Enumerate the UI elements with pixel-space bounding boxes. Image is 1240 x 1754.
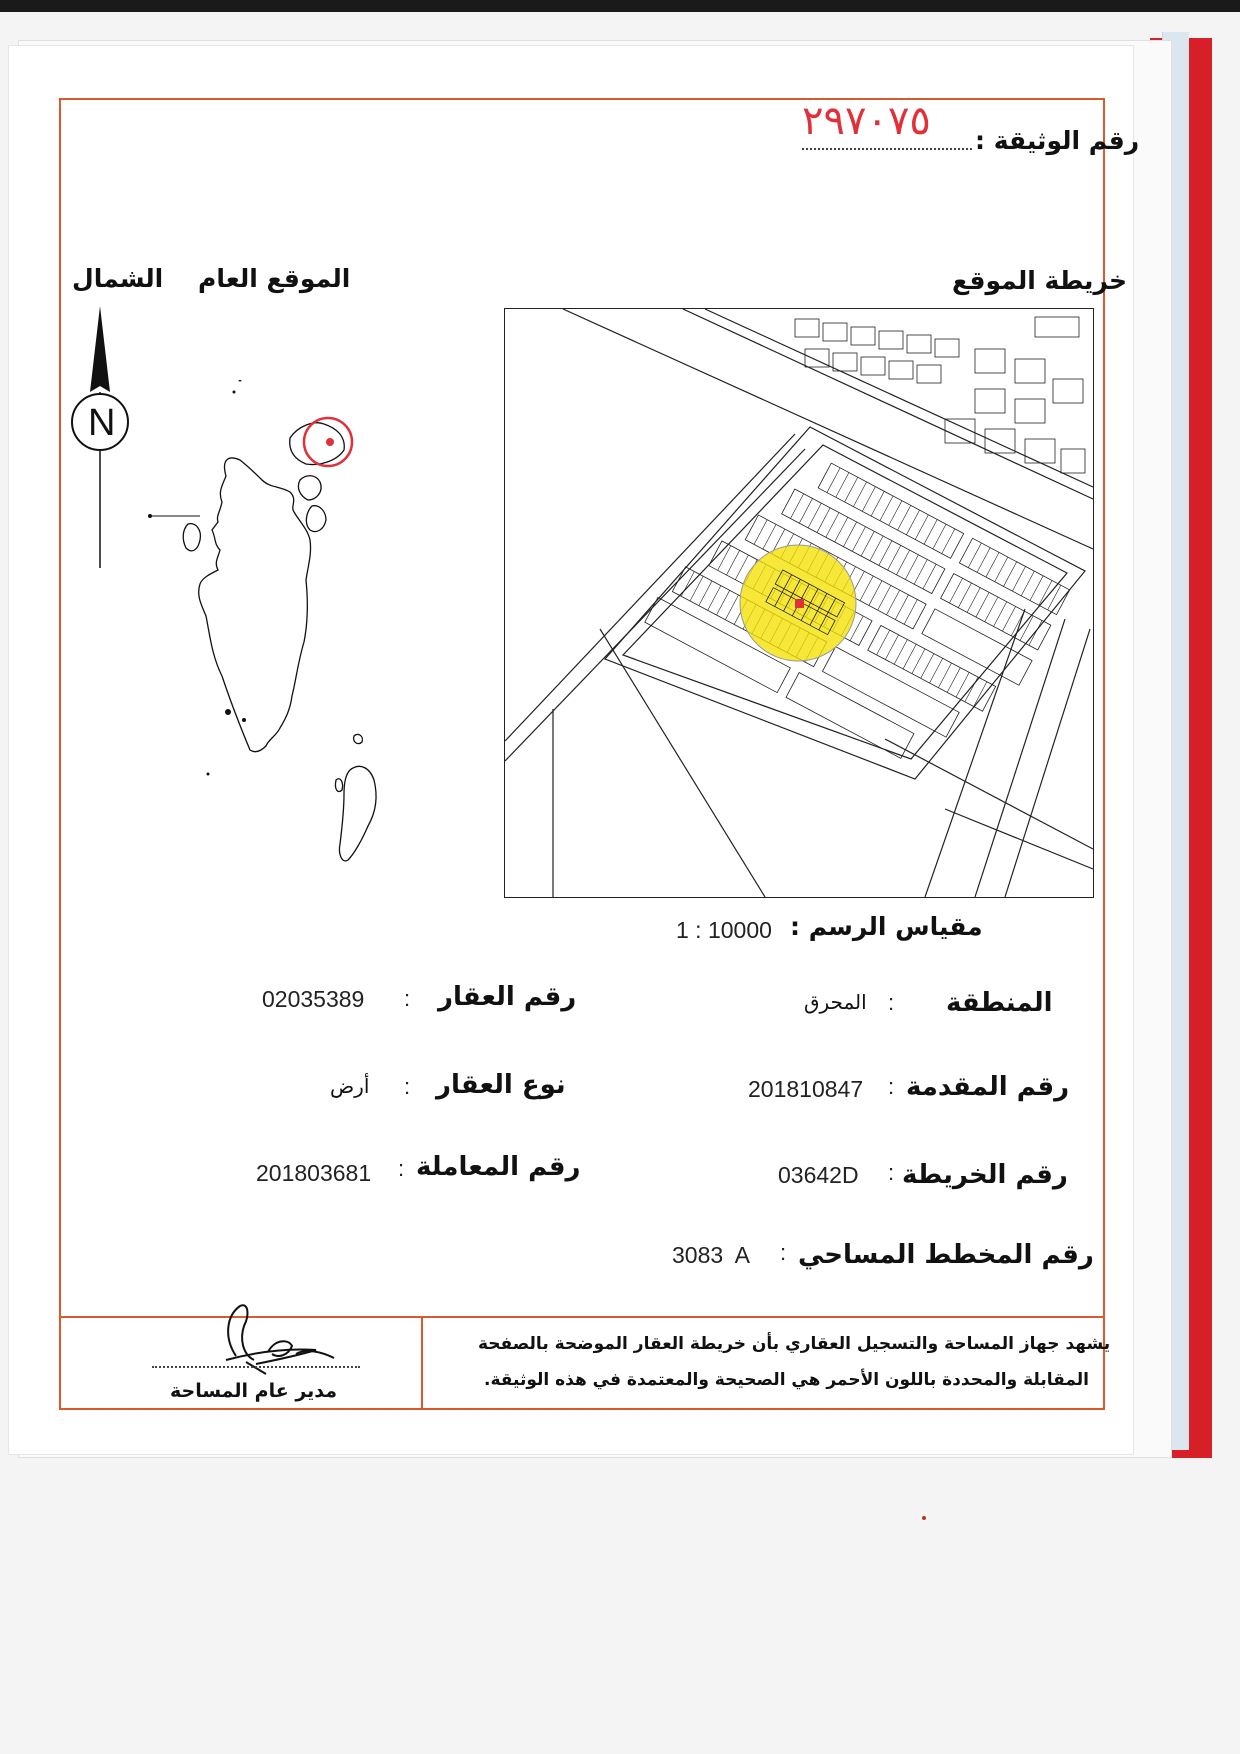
transaction-number-label: رقم المعاملة — [416, 1152, 581, 1182]
property-number-value: 02035389 — [262, 986, 365, 1012]
document-number-label: رقم الوثيقة : — [975, 126, 1140, 155]
map-number-separator: : — [888, 1160, 895, 1185]
application-number-label: رقم المقدمة — [906, 1072, 1070, 1102]
general-location-title: الموقع العام — [198, 264, 351, 293]
region-value: المحرق — [804, 990, 867, 1014]
region-label: المنطقة — [946, 988, 1053, 1018]
site-map-drawing — [505, 309, 1093, 897]
scan-speck — [922, 1516, 926, 1520]
certification-line-1: يشهد جهاز المساحة والتسجيل العقاري بأن خريطة العقار الموضحة بالصفحة — [478, 1334, 1111, 1354]
survey-plan-value: 3083 A — [672, 1242, 751, 1268]
north-label: الشمال — [72, 264, 164, 293]
transaction-number-value: 201803681 — [256, 1160, 372, 1186]
survey-plan-label: رقم المخطط المساحي — [798, 1240, 1094, 1270]
north-letter: N — [88, 402, 116, 444]
property-type-label: نوع العقار — [436, 1070, 566, 1100]
property-type-value: أرض — [330, 1074, 370, 1098]
document-number-dots — [802, 148, 972, 150]
bahrain-outline-map — [140, 380, 440, 900]
scale-label: مقياس الرسم : — [790, 912, 983, 941]
property-number-separator: : — [404, 986, 411, 1011]
region-separator: : — [888, 990, 895, 1015]
site-map-title: خريطة الموقع — [952, 266, 1128, 295]
application-number-value: 201810847 — [748, 1076, 864, 1102]
signatory-title: مدير عام المساحة — [170, 1380, 338, 1402]
property-number-label: رقم العقار — [438, 982, 577, 1012]
signature-image — [196, 1298, 366, 1384]
transaction-number-separator: : — [398, 1156, 405, 1181]
footer-column-divider — [421, 1316, 423, 1410]
map-number-value: 03642D — [778, 1162, 859, 1188]
application-number-separator: : — [888, 1074, 895, 1099]
map-number-label: رقم الخريطة — [902, 1160, 1068, 1190]
certification-line-2: المقابلة والمحددة باللون الأحمر هي الصحيحة والمعتمدة في هذه الوثيقة. — [484, 1370, 1089, 1390]
property-type-separator: : — [404, 1074, 411, 1099]
signature-dots — [152, 1366, 360, 1368]
scale-value: 1 : 10000 — [676, 917, 772, 943]
scan-top-edge — [0, 0, 1240, 12]
document-number-value: ٢٩٧٠٧٥ — [802, 98, 931, 144]
survey-plan-separator: : — [780, 1240, 787, 1265]
site-map-frame — [504, 308, 1094, 898]
